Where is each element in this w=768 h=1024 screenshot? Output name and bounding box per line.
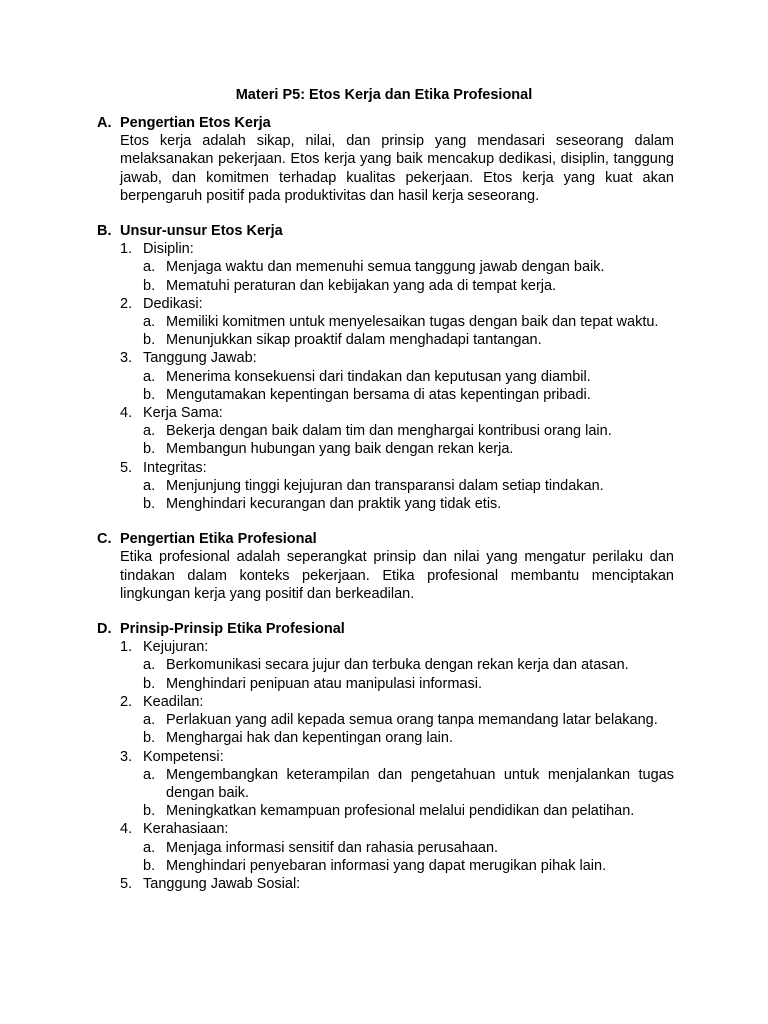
sub-item-text: Membangun hubungan yang baik dengan rekan kerja.: [166, 441, 514, 458]
item-number: 5.: [120, 459, 133, 476]
lettered-list: [143, 258, 674, 294]
item-number: 2.: [120, 295, 133, 312]
lettered-list: [143, 368, 674, 404]
sub-item-letter: b.: [143, 675, 156, 692]
lettered-list: [143, 477, 674, 513]
item-number: 4.: [120, 821, 133, 838]
numbered-list: [120, 240, 674, 513]
sub-item-letter: b.: [143, 277, 156, 294]
sub-item-text: Mengembangkan keterampilan dan pengetahuan untuk menjalankan tugas dengan baik.: [166, 766, 674, 801]
list-item: [120, 459, 674, 514]
list-item: [120, 349, 674, 404]
sub-item-letter: a.: [143, 839, 156, 856]
sub-item-letter: a.: [143, 477, 156, 494]
sub-item: [143, 440, 674, 458]
sub-item-letter: b.: [143, 730, 156, 747]
item-number: 5.: [120, 875, 133, 892]
item-label: Tanggung Jawab:: [143, 350, 257, 367]
section-heading-text: Unsur-unsur Etos Kerja: [120, 223, 283, 240]
sub-item-letter: a.: [143, 766, 156, 783]
item-label: Disiplin:: [143, 241, 194, 258]
item-number: 1.: [120, 241, 133, 258]
item-label: Kerahasiaan:: [143, 821, 229, 838]
list-item: [120, 404, 674, 459]
numbered-list: [120, 638, 674, 893]
document-title: Materi P5: Etos Kerja dan Etika Profesional: [235, 87, 533, 103]
sub-item-letter: a.: [143, 712, 156, 729]
section-letter: B.: [97, 223, 112, 240]
section-heading: [97, 530, 674, 548]
sub-item: [143, 258, 674, 276]
lettered-list: [143, 766, 674, 821]
item-label: Dedikasi:: [143, 295, 203, 312]
sub-item: [143, 729, 674, 747]
lettered-list: [143, 422, 674, 458]
item-number: 3.: [120, 748, 133, 765]
sub-item-letter: b.: [143, 496, 156, 513]
sub-item-letter: b.: [143, 803, 156, 820]
sub-item-text: Menghargai hak dan kepentingan orang lain.: [166, 730, 453, 747]
section-heading: [97, 620, 674, 638]
section-letter: A.: [97, 115, 112, 131]
list-item: [120, 748, 674, 821]
item-label: Integritas:: [143, 459, 207, 476]
section-paragraph: Etos kerja adalah sikap, nilai, dan prinsip yang mendasari seseorang dalam melaksanakan pekerjaan. Etos kerja yang baik mencakup dedikasi, disiplin, tanggung jawab, dan komitmen terhadap kualitas pekerjaan. Etos kerja yang kuat akan berpengaruh positif pada produktivitas dan hasil kerja seseorang.: [120, 133, 674, 204]
sub-item: [143, 313, 674, 331]
sub-item-letter: a.: [143, 259, 156, 276]
item-number: 4.: [120, 405, 133, 422]
sub-item: [143, 766, 674, 802]
sub-item-letter: b.: [143, 441, 156, 458]
sub-item-text: Mengutamakan kepentingan bersama di atas kepentingan pribadi.: [166, 386, 591, 403]
lettered-list: [143, 313, 674, 349]
sub-item-letter: b.: [143, 386, 156, 403]
sub-item-letter: b.: [143, 857, 156, 874]
sub-item: [143, 839, 674, 857]
section-letter: C.: [97, 531, 112, 548]
item-label: Kejujuran:: [143, 639, 209, 656]
list-item: [120, 240, 674, 295]
section-heading-text: Prinsip-Prinsip Etika Profesional: [120, 621, 345, 638]
sub-item-text: Perlakuan yang adil kepada semua orang tanpa memandang latar belakang.: [166, 712, 658, 729]
sub-item: [143, 386, 674, 404]
item-number: 3.: [120, 350, 133, 367]
list-item: [120, 693, 674, 748]
list-item: [120, 820, 674, 875]
sub-item: [143, 495, 674, 513]
sub-item-text: Berkomunikasi secara jujur dan terbuka dengan rekan kerja dan atasan.: [166, 657, 629, 674]
section-heading: [97, 114, 674, 132]
sub-item: [143, 477, 674, 495]
sub-item-letter: a.: [143, 423, 156, 440]
document-body: [97, 114, 674, 910]
item-number: 1.: [120, 639, 133, 656]
sub-item-letter: a.: [143, 368, 156, 385]
list-item: [120, 295, 674, 350]
section: [97, 620, 674, 893]
sub-item: [143, 857, 674, 875]
sub-item-letter: b.: [143, 332, 156, 349]
sub-item-text: Menunjukkan sikap proaktif dalam menghadapi tantangan.: [166, 332, 542, 349]
section-paragraph: Etika profesional adalah seperangkat prinsip dan nilai yang mengatur perilaku dan tindakan dalam konteks pekerjaan. Etika profesional membantu menciptakan lingkungan kerja yang positif dan berkeadilan.: [120, 549, 674, 602]
sub-item-text: Menghindari kecurangan dan praktik yang tidak etis.: [166, 496, 502, 513]
item-label: Kerja Sama:: [143, 405, 223, 422]
sub-item: [143, 368, 674, 386]
sub-item-text: Bekerja dengan baik dalam tim dan menghargai kontribusi orang lain.: [166, 423, 612, 440]
sub-item-text: Menjaga waktu dan memenuhi semua tanggung jawab dengan baik.: [166, 259, 605, 276]
section: [97, 114, 674, 205]
sub-item: [143, 331, 674, 349]
sub-item-text: Meningkatkan kemampuan profesional melalui pendidikan dan pelatihan.: [166, 803, 635, 820]
sub-item-letter: a.: [143, 657, 156, 674]
sub-item-letter: a.: [143, 314, 156, 331]
sub-item: [143, 711, 674, 729]
sub-item: [143, 802, 674, 820]
item-label: Kompetensi:: [143, 748, 224, 765]
section: [97, 530, 674, 603]
sub-item-text: Menerima konsekuensi dari tindakan dan keputusan yang diambil.: [166, 368, 591, 385]
sub-item-text: Menghindari penipuan atau manipulasi informasi.: [166, 675, 482, 692]
lettered-list: [143, 839, 674, 875]
section-heading-text: Pengertian Etos Kerja: [120, 115, 271, 131]
section-letter: D.: [97, 621, 112, 638]
sub-item-text: Menghindari penyebaran informasi yang dapat merugikan pihak lain.: [166, 857, 607, 874]
item-number: 2.: [120, 693, 133, 710]
sub-item: [143, 675, 674, 693]
list-item: [120, 638, 674, 693]
section-heading: [97, 222, 674, 240]
lettered-list: [143, 656, 674, 692]
sub-item-text: Menjaga informasi sensitif dan rahasia perusahaan.: [166, 839, 499, 856]
sub-item-text: Menjunjung tinggi kejujuran dan transparansi dalam setiap tindakan.: [166, 477, 604, 494]
sub-item-text: Memiliki komitmen untuk menyelesaikan tugas dengan baik dan tepat waktu.: [166, 314, 659, 331]
sub-item: [143, 422, 674, 440]
sub-item-text: Mematuhi peraturan dan kebijakan yang ada di tempat kerja.: [166, 277, 557, 294]
sub-item: [143, 656, 674, 674]
sub-item: [143, 277, 674, 295]
lettered-list: [143, 711, 674, 747]
section-heading-text: Pengertian Etika Profesional: [120, 531, 317, 548]
item-label: Keadilan:: [143, 693, 204, 710]
section: [97, 222, 674, 513]
item-label: Tanggung Jawab Sosial:: [143, 875, 301, 892]
list-item: [120, 875, 674, 893]
